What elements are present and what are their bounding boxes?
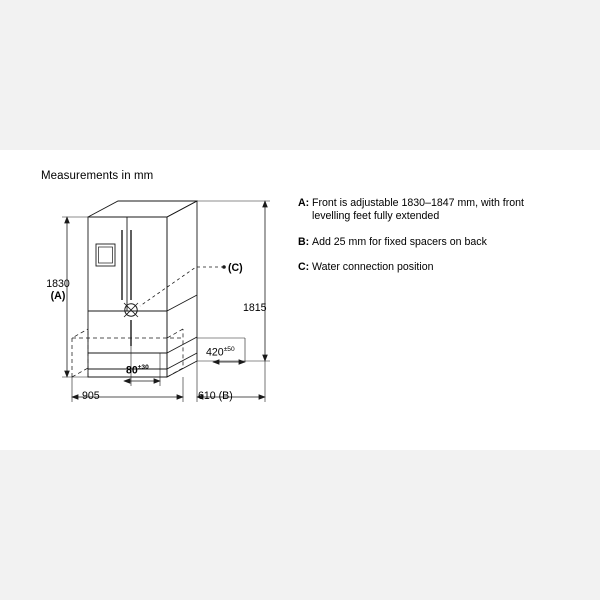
dimension-value-1830: 1830 (46, 278, 70, 290)
dimension-label-plinth (126, 364, 149, 377)
legend-text-c: Water connection position (312, 261, 434, 274)
legend-text-b: Add 25 mm for fixed spacers on back (312, 235, 487, 248)
dimension-label-depth (198, 390, 233, 402)
dimension-label-width: 905 (82, 390, 100, 402)
water-connection-symbol (124, 303, 138, 317)
callout-c-dot (222, 265, 226, 269)
extension-lines (62, 201, 270, 402)
legend-key-c: C: (298, 261, 310, 274)
dimension-label-door-clearance (206, 346, 235, 359)
callout-label-c: (C) (228, 262, 243, 274)
diagram-sheet (0, 150, 600, 450)
dimension-ref-a: (A) (50, 290, 66, 302)
dimension-lines (67, 201, 265, 397)
dimension-label-height-front (36, 278, 80, 302)
dimension-value-420: 420 (206, 346, 224, 359)
legend-key-a: A: (298, 197, 310, 209)
legend-text-a: Front is adjustable 1830–1847 mm, with front levelling feet fully extended (312, 197, 524, 223)
dimension-label-height-back: 1815 (243, 302, 267, 314)
dimension-value-80: 80 (126, 364, 138, 377)
dimension-tolerance-420: ±50 (223, 346, 235, 353)
cabinet-top-face (88, 201, 197, 217)
dimension-value-610: 610 (198, 390, 216, 402)
fridge-technical-drawing (0, 150, 600, 450)
door-divider-lines (88, 217, 197, 353)
dimension-ref-b: (B) (218, 390, 233, 402)
page-title: Measurements in mm (41, 170, 154, 182)
legend-key-b: B: (298, 235, 310, 248)
door-handles (122, 230, 131, 346)
water-dispenser-recess (96, 244, 115, 266)
callout-c-leader (140, 267, 224, 306)
dimension-tolerance-80: ±30 (137, 364, 149, 371)
